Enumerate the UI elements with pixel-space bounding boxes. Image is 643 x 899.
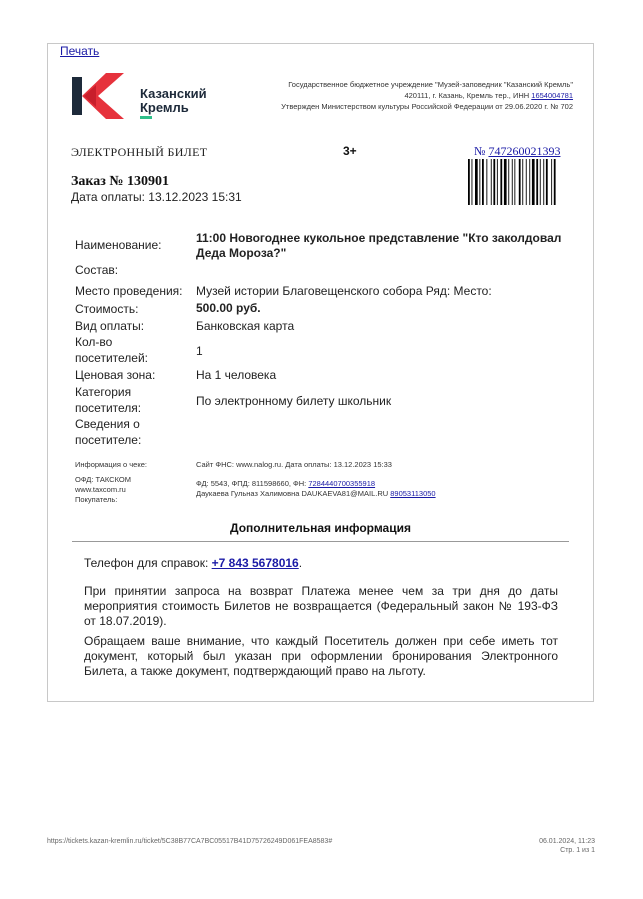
logo-wordmark <box>140 87 207 115</box>
category-value: По электронному билету школьник <box>196 394 392 408</box>
category-label: Категория посетителя: <box>75 385 142 415</box>
paytype-value: Банковская карта <box>196 319 295 333</box>
barcode <box>468 159 558 205</box>
refund-notice: При принятии запроса на возврат Платежа менее чем за три дня до даты мероприятия стоимость Билетов не возвращается (Федеральный закон № 193-ФЗ от 18.07.2019). <box>84 584 558 628</box>
footer-datetime: 06.01.2024, 11:23 <box>539 838 595 845</box>
org-line3: Утвержден Министерством культуры Российской Федерации от 29.06.2020 г. № 702 <box>281 102 573 111</box>
place-label: Место проведения: <box>75 284 183 298</box>
fn-link[interactable]: 7284440700355918 <box>308 479 376 488</box>
composition-label: Состав: <box>75 263 119 277</box>
footer-url: https://tickets.kazan-kremlin.ru/ticket/5C38B77CA7BC05517B41D75726249D061FEA8583# <box>47 838 333 845</box>
receipt-labels: Информация о чеке: ОФД: ТАКСКОМ www.taxcom.ru Покупатель: <box>75 460 147 504</box>
inn-link[interactable]: 1654004781 <box>531 91 573 100</box>
buyer-phone-link[interactable]: 89053113050 <box>390 489 436 498</box>
org-line1: Государственное бюджетное учреждение "Музей-заповедник "Казанский Кремль" <box>288 80 573 89</box>
price-value: 500.00 руб. <box>196 301 261 315</box>
help-phone: Телефон для справок: +7 843 5678016. <box>84 556 303 570</box>
name-value: 11:00 Новогоднее кукольное представление "Кто заколдовал Деда Мороза?" <box>196 231 562 260</box>
org-line2: 420111, г. Казань, Кремль тер., ИНН 1654004781 <box>404 91 573 100</box>
print-link[interactable]: Печать <box>60 44 100 58</box>
logo-line2: Кремль <box>140 100 189 115</box>
ticket-number[interactable]: № 747260021393 <box>474 144 561 158</box>
zone-value: На 1 человека <box>196 368 277 382</box>
help-phone-link[interactable]: +7 843 5678016 <box>211 556 299 570</box>
ticket-type: ЭЛЕКТРОННЫЙ БИЛЕТ <box>71 145 208 159</box>
place-value: Музей истории Благовещенского собора Ряд: Место: <box>196 284 492 298</box>
order-number: Заказ № 130901 <box>71 174 169 189</box>
payment-date: Дата оплаты: 13.12.2023 15:31 <box>71 190 242 204</box>
organization-info <box>240 79 573 112</box>
footer-page: Стр. 1 из 1 <box>560 847 595 854</box>
additional-info-title: Дополнительная информация <box>230 521 411 535</box>
visitors-label: Кол-во посетителей: <box>75 335 148 365</box>
price-label: Стоимость: <box>75 302 139 316</box>
logo-accent-bar <box>140 116 152 119</box>
visitor-info-label: Сведения о посетителе: <box>75 417 142 447</box>
divider <box>72 541 569 542</box>
receipt-details: Сайт ФНС: www.nalog.ru. Дата оплаты: 13.12.2023 15:33 ФД: 5543, ФПД: 811598660, ФН: 7284440700355918 Даукаева Гульназ Халимовна DAUKAEVA81@MAIL.RU 89053113050 <box>196 460 436 498</box>
paytype-label: Вид оплаты: <box>75 319 145 333</box>
logo-line1: Казанский <box>140 86 207 101</box>
zone-label: Ценовая зона: <box>75 368 156 382</box>
age-rating: 3+ <box>343 144 357 158</box>
visitors-value: 1 <box>196 344 203 358</box>
document-notice: Обращаем ваше внимание, что каждый Посетитель должен при себе иметь тот документ, который был указан при оформлении бронирования Электронного Билета, а также документ, подтверждающий право на льготу. <box>84 634 558 678</box>
name-label: Наименование: <box>75 238 162 252</box>
